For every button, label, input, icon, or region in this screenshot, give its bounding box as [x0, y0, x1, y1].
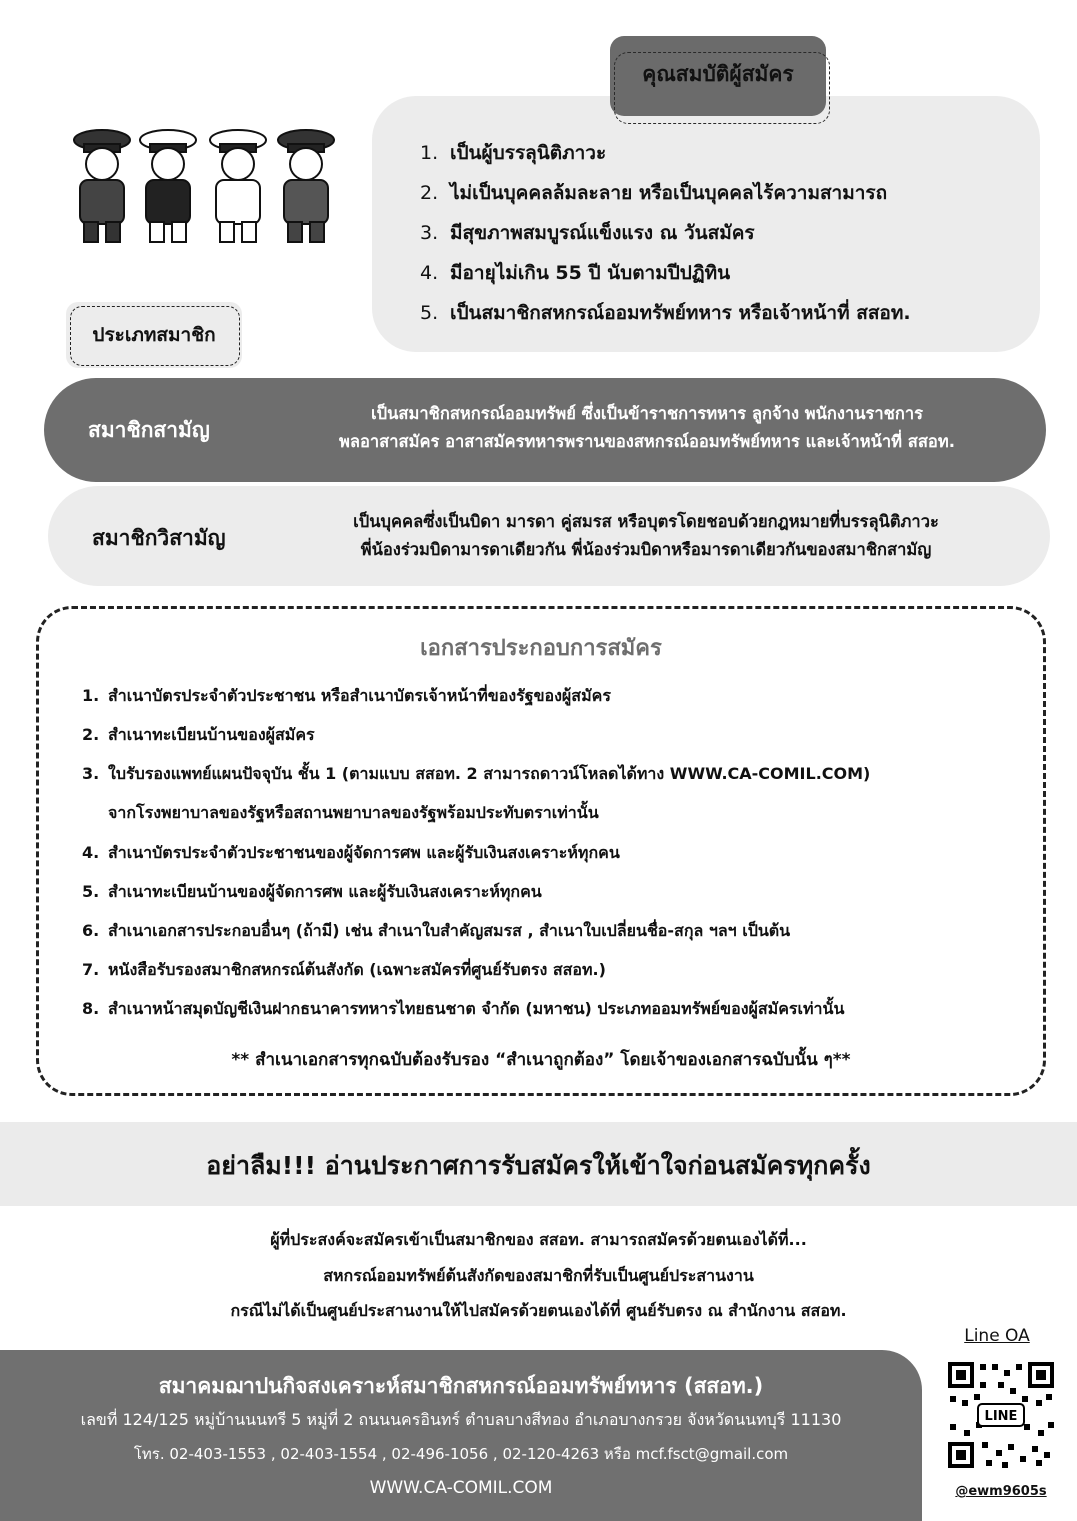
qualification-item: 4. มีอายุไม่เกิน 55 ปี นับตามปีปฏิทิน	[420, 262, 731, 284]
document-item: 4. สำเนาบัตรประจำตัวประชาชนของผู้จัดการศพ และผู้รับเงินสงเคราะห์ทุกคน	[82, 843, 620, 862]
document-item: จากโรงพยาบาลของรัฐหรือสถานพยาบาลของรัฐพร้อมประทับตราเท่านั้น	[108, 803, 599, 822]
apply-line: ผู้ที่ประสงค์จะสมัครเข้าเป็นสมาชิกของ สสอท. สามารถสมัครด้วยตนเองได้ที่...	[270, 1230, 807, 1249]
qr-line-label: LINE	[984, 1409, 1018, 1424]
footer-website[interactable]: WWW.CA-COMIL.COM	[369, 1478, 553, 1498]
qualification-item: 5. เป็นสมาชิกสหกรณ์ออมทรัพย์ทหาร หรือเจ้าหน้าที่ สสอท.	[420, 302, 911, 324]
document-item: 7. หนังสือรับรองสมาชิกสหกรณ์ต้นสังกัด (เฉพาะสมัครที่ศูนย์รับตรง สสอท.)	[82, 960, 606, 979]
footer-contact: โทร. 02-403-1553 , 02-403-1554 , 02-496-1056 , 02-120-4263 หรือ mcf.fsct@gmail.com	[133, 1445, 789, 1463]
document-item: 2. สำเนาทะเบียนบ้านของผู้สมัคร	[82, 725, 315, 744]
footer-address: เลขที่ 124/125 หมู่บ้านนนทรี 5 หมู่ที่ 2 ถนนนครอินทร์ ตำบลบางสีทอง อำเภอบางกรวย จังหวัดนนทบุรี 11130	[80, 1410, 842, 1429]
document-item: 1. สำเนาบัตรประจำตัวประชาชน หรือสำเนาบัตรเจ้าหน้าที่ของรัฐของผู้สมัคร	[82, 686, 611, 705]
document-item: 3. ใบรับรองแพทย์แผนปัจจุบัน ชั้น 1 (ตามแบบ สสอท. 2 สามารถดาวน์โหลดได้ทาง WWW.CA-COMIL.COM)	[82, 764, 871, 783]
qualification-item: 3. มีสุขภาพสมบูรณ์แข็งแรง ณ วันสมัคร	[420, 222, 755, 244]
line-oa-label: Line OA	[964, 1326, 1030, 1346]
soldier-figure	[74, 130, 130, 242]
qualification-item: 2. ไม่เป็นบุคคลล้มละลาย หรือเป็นบุคคลไร้ความสามารถ	[420, 182, 888, 204]
line-oa-id[interactable]: @ewm9605s	[955, 1484, 1047, 1499]
line-qr-code-icon[interactable]	[946, 1360, 1056, 1470]
ordinary-member-label: สมาชิกสามัญ	[88, 418, 210, 442]
soldier-figure	[210, 130, 266, 242]
soldier-figure	[278, 130, 334, 242]
apply-line: สหกรณ์ออมทรัพย์ต้นสังกัดของสมาชิกที่รับเป็นศูนย์ประสานงาน	[323, 1266, 754, 1285]
associate-member-desc: เป็นบุคคลซึ่งเป็นบิดา มารดา คู่สมรส หรือบุตรโดยชอบด้วยกฎหมายที่บรรลุนิติภาวะ พี่น้องร่วมบิดามารดาเดียวกัน พี่น้องร่วมบิดาหรือมารดาเดียวกันของสมาชิกสามัญ	[353, 512, 939, 559]
document-item: 6. สำเนาเอกสารประกอบอื่นๆ (ถ้ามี) เช่น สำเนาใบสำคัญสมรส , สำเนาใบเปลี่ยนชื่อ-สกุล ฯลฯ เป็นต้น	[82, 921, 791, 940]
ordinary-member-desc: เป็นสมาชิกสหกรณ์ออมทรัพย์ ซึ่งเป็นข้าราชการทหาร ลูกจ้าง พนักงานราชการ พลอาสาสมัคร อาสาสมัครทหารพรานของสหกรณ์ออมทรัพย์ทหาร และเจ้าหน้าที่ สสอท.	[339, 404, 955, 451]
soldier-figure	[140, 130, 196, 242]
qualification-item: 1. เป็นผู้บรรลุนิติภาวะ	[420, 142, 607, 164]
document-item: 5. สำเนาทะเบียนบ้านของผู้จัดการศพ และผู้รับเงินสงเคราะห์ทุกคน	[82, 882, 542, 901]
document-item: 8. สำเนาหน้าสมุดบัญชีเงินฝากธนาคารทหารไทยธนชาต จำกัด (มหาชน) ประเภทออมทรัพย์ของผู้สมัครเท่านั้น	[82, 999, 845, 1018]
apply-line: กรณีไม่ได้เป็นศูนย์ประสานงานให้ไปสมัครด้วยตนเองได้ที่ ศูนย์รับตรง ณ สำนักงาน สสอท.	[230, 1301, 847, 1320]
documents-title: เอกสารประกอบการสมัคร	[420, 636, 662, 661]
associate-member-label: สมาชิกวิสามัญ	[92, 526, 226, 550]
qualifications-title: คุณสมบัติผู้สมัคร	[642, 62, 794, 86]
soldiers-illustration	[66, 122, 336, 248]
reminder-text: อย่าลืม!!! อ่านประกาศการรับสมัครให้เข้าใจก่อนสมัครทุกครั้ง	[206, 1151, 871, 1180]
qualifications-list	[420, 138, 1030, 338]
member-type-title: ประเภทสมาชิก	[92, 324, 216, 346]
footer-org-name: สมาคมฌาปนกิจสงเคราะห์สมาชิกสหกรณ์ออมทรัพย์ทหาร (สสอท.)	[158, 1374, 764, 1398]
documents-note: ** สำเนาเอกสารทุกฉบับต้องรับรอง “สำเนาถูกต้อง” โดยเจ้าของเอกสารฉบับนั้น ๆ**	[231, 1050, 851, 1070]
